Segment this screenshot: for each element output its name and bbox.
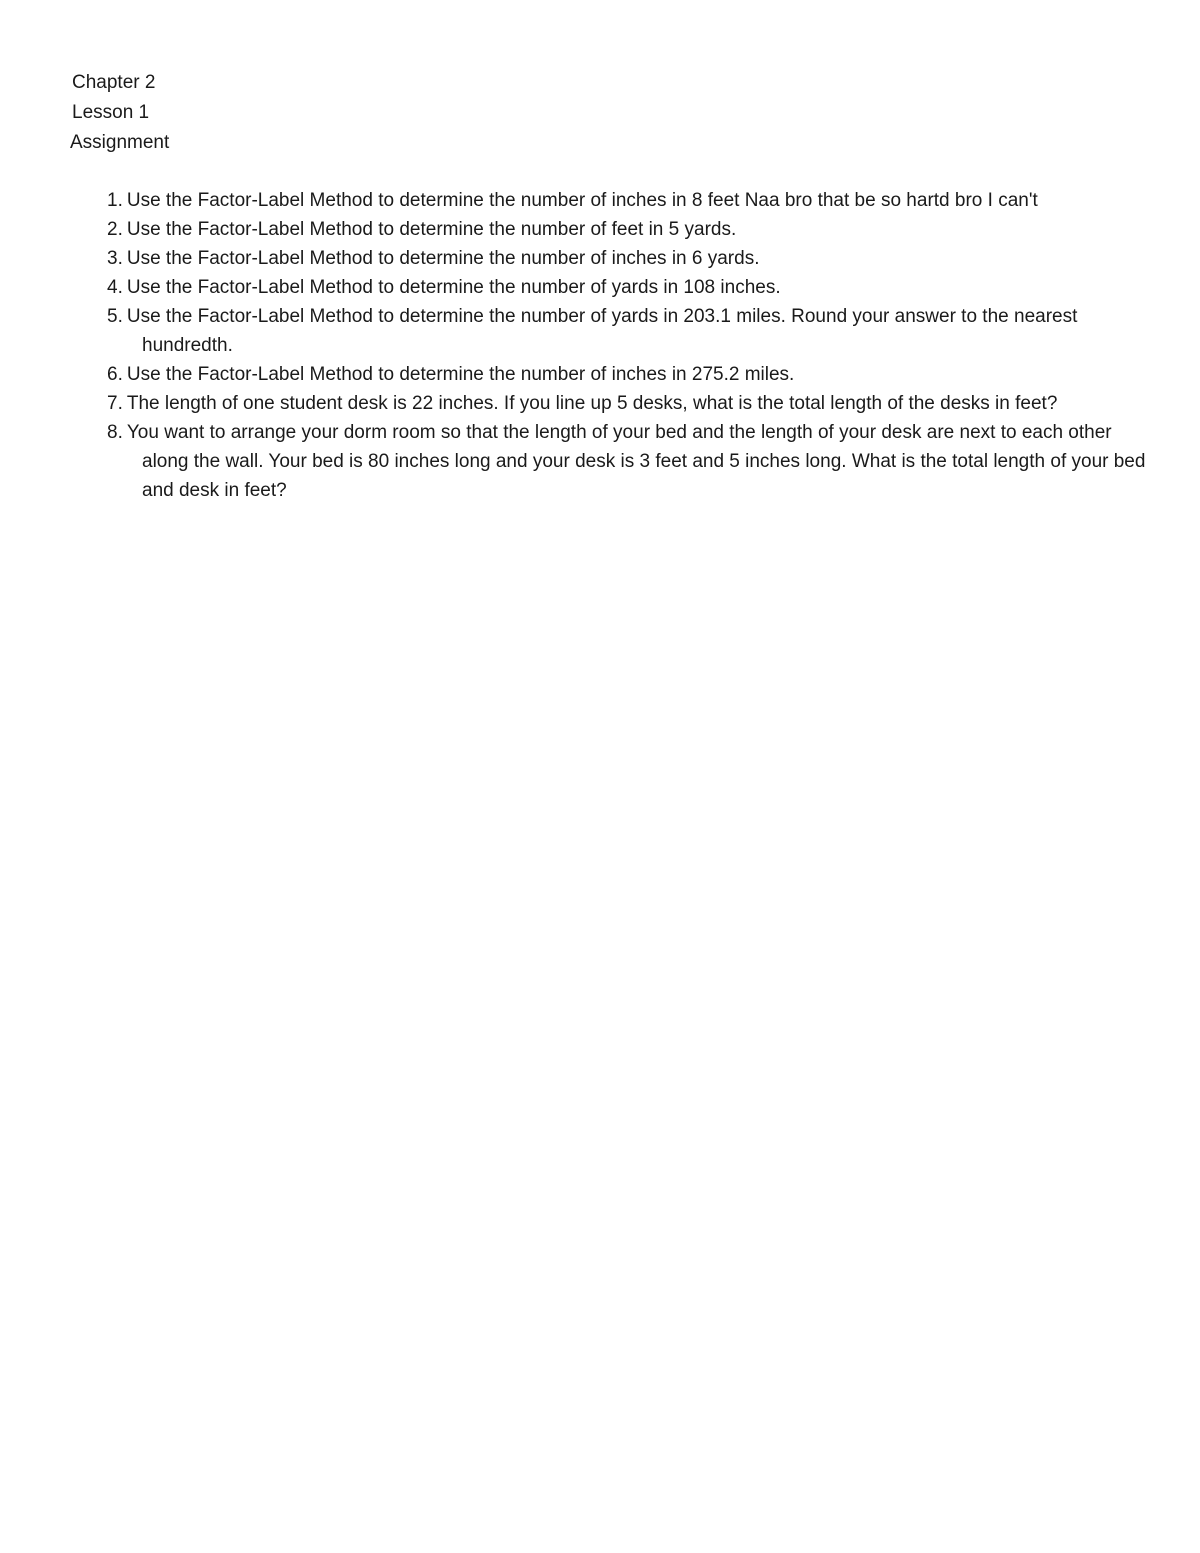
question-text: Use the Factor-Label Method to determine the number of feet in 5 yards. xyxy=(126,219,737,240)
question-text: Use the Factor-Label Method to determine the number of inches in 8 feet Naa bro that be so hartd bro I can't xyxy=(126,190,1038,211)
question-item xyxy=(107,215,1147,244)
lesson-heading: Lesson 1 xyxy=(72,102,150,123)
question-item xyxy=(107,389,1147,418)
question-text: You want to arrange your dorm room so that the length of your bed and the length of your desk are next to each other along the wall. Your bed is 80 inches long and your desk is 3 feet and 5 inches long. What is the total length of your bed and desk in feet? xyxy=(126,422,1146,501)
question-number: 8. xyxy=(107,422,123,443)
question-text: The length of one student desk is 22 inches. If you line up 5 desks, what is the total length of the desks in feet? xyxy=(126,393,1058,414)
question-text: Use the Factor-Label Method to determine the number of inches in 275.2 miles. xyxy=(126,364,795,385)
question-number: 2. xyxy=(107,219,123,240)
question-number: 3. xyxy=(107,248,123,269)
question-number: 7. xyxy=(107,393,123,414)
question-item xyxy=(107,244,1147,273)
question-item xyxy=(107,186,1147,215)
question-list xyxy=(107,186,1147,505)
question-item xyxy=(107,273,1147,302)
question-text: Use the Factor-Label Method to determine the number of yards in 203.1 miles. Round your answer to the nearest hundredth. xyxy=(126,306,1078,356)
question-item xyxy=(107,418,1147,505)
question-number: 6. xyxy=(107,364,123,385)
question-number: 1. xyxy=(107,190,123,211)
chapter-heading: Chapter 2 xyxy=(72,72,156,93)
assignment-title: Assignment xyxy=(70,132,170,153)
question-text: Use the Factor-Label Method to determine the number of inches in 6 yards. xyxy=(126,248,760,269)
question-text: Use the Factor-Label Method to determine the number of yards in 108 inches. xyxy=(126,277,781,298)
question-number: 4. xyxy=(107,277,123,298)
question-item xyxy=(107,302,1147,360)
question-number: 5. xyxy=(107,306,123,327)
question-item xyxy=(107,360,1147,389)
